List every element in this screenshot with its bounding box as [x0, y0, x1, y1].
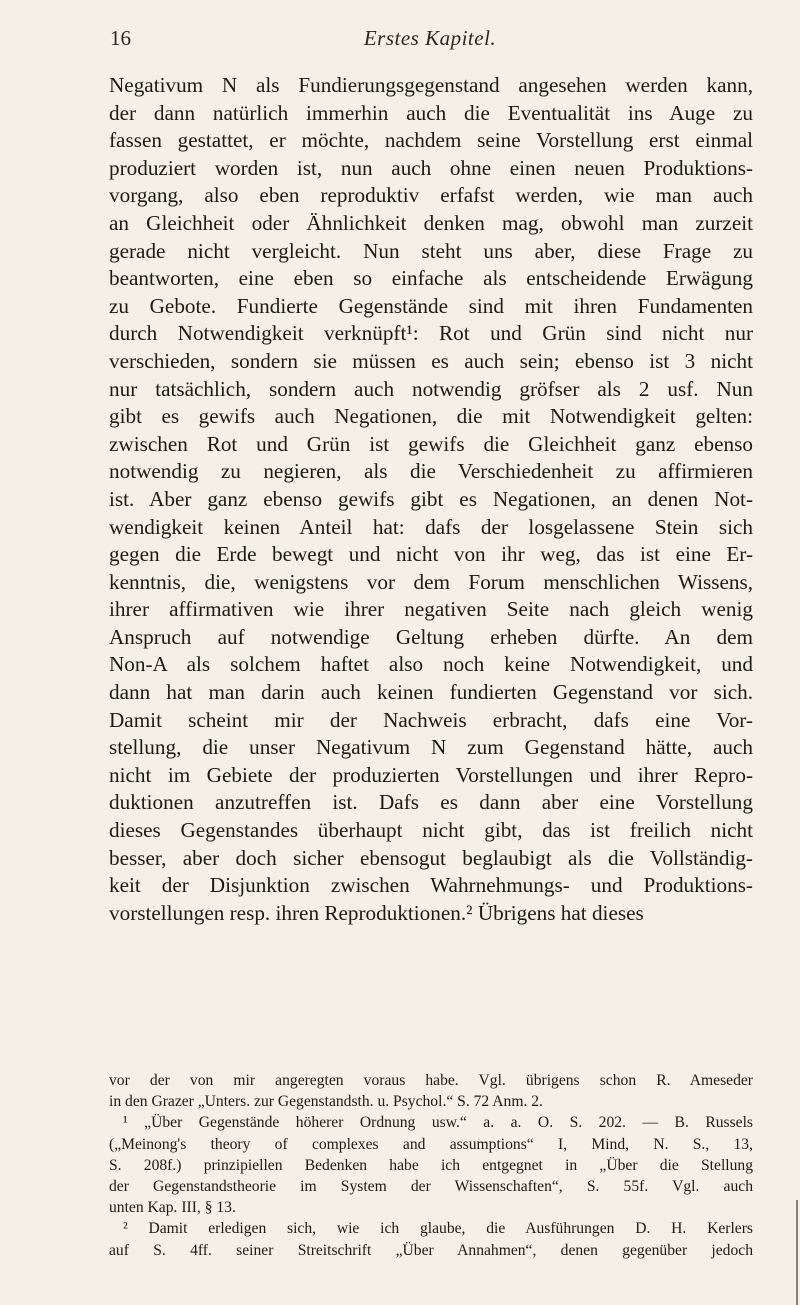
body-line: Negativum N als Fundierungsgegenstand angesehen werden kann, [109, 73, 753, 97]
body-line: beantworten, eine eben so einfache als entscheidende Erwägung [109, 266, 753, 291]
footnote-2-line: auf S. 4ff. seiner Streitschrift „Über Annahmen“, denen gegenüber jedoch [109, 1241, 753, 1259]
footnote-2-line: ² Damit erledigen sich, wie ich glaube, die Ausführungen D. H. Kerlers [123, 1220, 753, 1238]
body-line: keit der Disjunktion zwischen Wahrnehmungs- und Produktions- [109, 873, 753, 898]
body-line: fassen gestattet, er möchte, nachdem seine Vorstellung erst einmal [109, 128, 753, 153]
page-edge-shadow [796, 1200, 798, 1305]
page-number: 16 [110, 26, 131, 50]
body-line: produziert worden ist, nun auch ohne einen neuen Produktions- [109, 155, 753, 180]
body-line: nicht im Gebiete der produzierten Vorstellungen und ihrer Repro- [109, 762, 753, 787]
body-line: dann hat man darin auch keinen fundierten Gegenstand vor sich. [109, 680, 753, 705]
body-line: nur tatsächlich, sondern auch notwendig gröfser als 2 usf. Nun [109, 376, 753, 401]
body-line: kenntnis, die, wenigstens vor dem Forum menschlichen Wissens, [109, 569, 753, 594]
body-line: Anspruch auf notwendige Geltung erheben dürfte. An dem [109, 624, 753, 649]
page-header [110, 26, 750, 56]
body-line: stellung, die unser Negativum N zum Gegenstand hätte, auch [109, 735, 753, 760]
body-line: Damit scheint mir der Nachweis erbracht, dafs eine Vor- [109, 707, 753, 732]
body-line: zu Gebote. Fundierte Gegenstände sind mit ihren Fundamenten [109, 293, 753, 318]
body-line: Non-A als solchem haftet also noch keine Notwendigkeit, und [109, 652, 753, 677]
footnote-1-line: S. 208f.) prinzipiellen Bedenken habe ich entgegnet in „Über die Stellung [109, 1156, 753, 1174]
body-line: vorgang, also eben reproduktiv erfafst werden, wie man auch [109, 183, 753, 208]
body-line: notwendig zu negieren, als die Verschiedenheit zu affirmieren [109, 459, 753, 484]
footnotes [109, 1070, 753, 1261]
footnote-1-line: („Meinong's theory of complexes and assumptions“ I, Mind, N. S., 13, [109, 1135, 753, 1153]
body-line: gegen die Erde bewegt und nicht von ihr weg, das ist eine Er- [109, 542, 753, 567]
body-line: besser, aber doch sicher ebensogut beglaubigt als die Vollständig- [109, 845, 753, 870]
body-line: durch Notwendigkeit verknüpft¹: Rot und Grün sind nicht nur [109, 321, 753, 346]
body-line: an Gleichheit oder Ähnlichkeit denken mag, obwohl man zurzeit [109, 210, 753, 235]
footnote-1-line: unten Kap. III, § 13. [109, 1199, 236, 1217]
footnote-line: in den Grazer „Unters. zur Gegenstandsth. u. Psychol.“ S. 72 Anm. 2. [109, 1093, 543, 1111]
body-line: duktionen anzutreffen ist. Dafs es dann aber eine Vorstellung [109, 790, 753, 815]
body-line: wendigkeit keinen Anteil hat: dafs der losgelassene Stein sich [109, 514, 753, 539]
running-head: Erstes Kapitel. [363, 26, 497, 50]
footnote-line: vor der von mir angeregten voraus habe. Vgl. übrigens schon R. Ameseder [109, 1072, 753, 1089]
footnote-1-line: ¹ „Über Gegenstände höherer Ordnung usw.“ a. a. O. S. 202. — B. Russels [123, 1114, 753, 1132]
body-line: vorstellungen resp. ihren Reproduktionen.² Übrigens hat dieses [109, 900, 644, 925]
body-line: zwischen Rot und Grün ist gewifs die Gleichheit ganz ebenso [109, 431, 753, 456]
main-text [109, 72, 753, 927]
body-line: verschieden, sondern sie müssen es auch sein; ebenso ist 3 nicht [109, 348, 753, 373]
body-line: der dann natürlich immerhin auch die Eventualität ins Auge zu [109, 100, 753, 125]
body-line: dieses Gegenstandes überhaupt nicht gibt, das ist freilich nicht [109, 818, 753, 843]
body-line: ihrer affirmativen wie ihrer negativen Seite nach gleich wenig [109, 597, 753, 622]
body-line: ist. Aber ganz ebenso gewifs gibt es Negationen, an denen Not- [109, 486, 753, 511]
body-line: gibt es gewifs auch Negationen, die mit Notwendigkeit gelten: [109, 404, 753, 429]
body-line: gerade nicht vergleicht. Nun steht uns aber, diese Frage zu [109, 238, 753, 263]
footnote-1-line: der Gegenstandstheorie im System der Wissenschaften“, S. 55f. Vgl. auch [109, 1178, 753, 1196]
